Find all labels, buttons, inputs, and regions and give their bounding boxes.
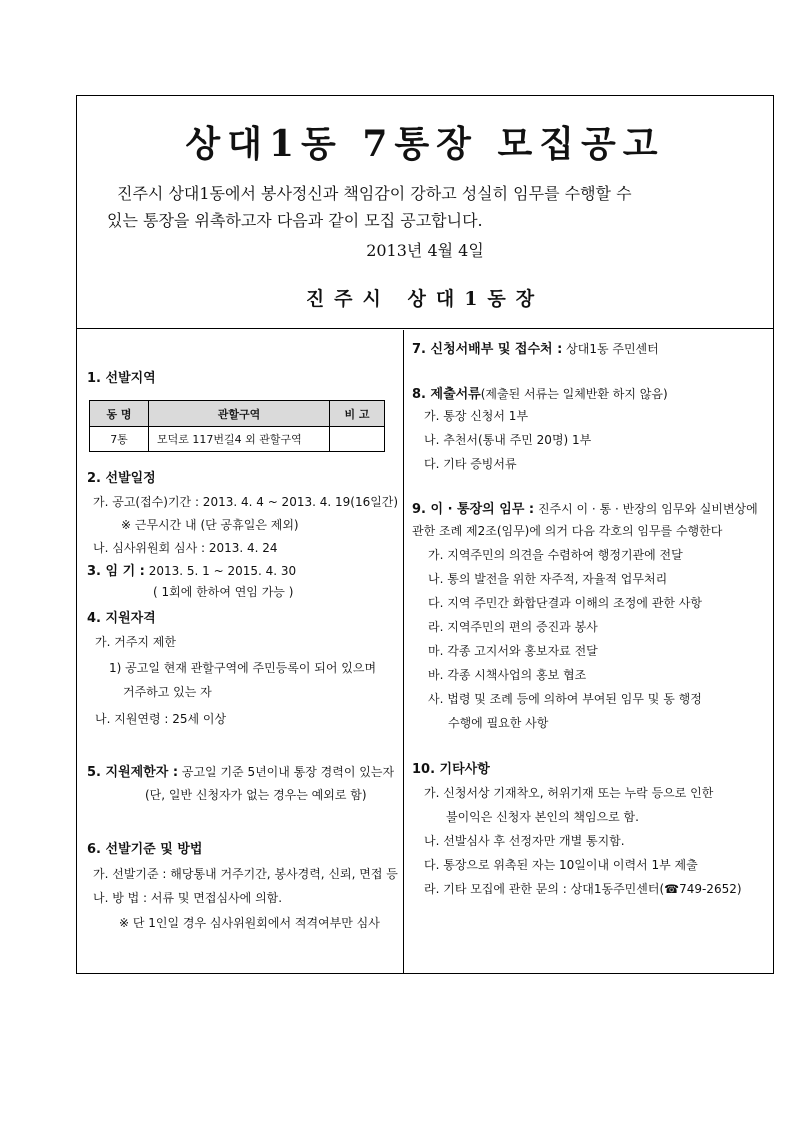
- section-10-item-a-cont: 불이익은 신청자 본인의 책임으로 함.: [446, 810, 639, 824]
- table-header: 동 명: [90, 401, 149, 427]
- section-3-value: 2013. 5. 1 ~ 2015. 4. 30: [148, 564, 297, 578]
- section-9-item: 바. 각종 시책사업의 홍보 협조: [428, 668, 587, 682]
- issuer: 진주시 상대1동장: [305, 288, 545, 310]
- section-5-note: (단, 일반 신청자가 없는 경우는 예외로 함): [145, 788, 367, 802]
- section-6-item-a: 가. 선발기준 : 해당통내 거주기간, 봉사경력, 신뢰, 면접 등: [93, 867, 398, 881]
- section-9-item: 라. 지역주민의 편의 증진과 봉사: [428, 620, 598, 634]
- section-7-value: 상대1동 주민센터: [566, 342, 659, 356]
- section-2-note: ※ 근무시간 내 (단 공휴일은 제외): [121, 518, 299, 532]
- table-row: [90, 427, 385, 452]
- section-2-item-b: 나. 심사위원회 심사 : 2013. 4. 24: [93, 541, 278, 555]
- intro-paragraph: [107, 180, 753, 234]
- section-5-value: 공고일 기준 5년이내 통장 경력이 있는자: [181, 765, 395, 779]
- table-header: 비 고: [330, 401, 385, 427]
- section-4-item-a1-cont: 거주하고 있는 자: [123, 685, 212, 699]
- section-3: [87, 560, 296, 579]
- section-9-item: 마. 각종 고지서와 홍보자료 전달: [428, 644, 598, 658]
- section-7: [412, 338, 659, 357]
- section-4-item-a1: 1) 공고일 현재 관할구역에 주민등록이 되어 있으며: [109, 661, 377, 675]
- section-6-title: 6. 선발기준 및 방법: [87, 842, 203, 857]
- section-9-title: 9. 이 · 통장의 임무 :: [412, 502, 535, 517]
- notice-frame: [76, 95, 774, 974]
- section-1-title: 1. 선발지역: [87, 371, 156, 386]
- section-8-title: 8. 제출서류: [412, 387, 481, 402]
- section-5-title: 5. 지원제한자 :: [87, 765, 179, 780]
- intro-line-1: 진주시 상대1동에서 봉사정신과 책임감이 강하고 성실히 임무를 수행할 수: [117, 184, 632, 203]
- table-cell: 모덕로 117번길4 외 관할구역: [149, 427, 330, 452]
- intro-line-2: 있는 통장을 위촉하고자 다음과 같이 모집 공고합니다.: [107, 211, 483, 230]
- left-column: [77, 330, 404, 973]
- section-10-item-a: 가. 신청서상 기재착오, 허위기재 또는 누락 등으로 인한: [424, 786, 714, 800]
- section-8: [412, 383, 668, 402]
- notice-title: 상대1동 7통장 모집공고: [185, 123, 665, 165]
- section-10-item-d: 라. 기타 모집에 관한 문의 : 상대1동주민센터(☎749-2652): [424, 882, 742, 896]
- table-cell: [330, 427, 385, 452]
- section-6-item-b: 나. 방 법 : 서류 및 면접심사에 의함.: [93, 891, 283, 905]
- section-9-item: 나. 통의 발전을 위한 자주적, 자율적 업무처리: [428, 572, 668, 586]
- section-9-line-2: 관한 조례 제2조(임무)에 의거 다음 각호의 임무를 수행한다: [412, 524, 723, 538]
- section-10-item-b: 나. 선발심사 후 선정자만 개별 통지함.: [424, 834, 625, 848]
- section-9: [412, 498, 758, 517]
- right-column: [404, 330, 773, 973]
- section-10-title: 10. 기타사항: [412, 762, 490, 777]
- section-8-note: (제출된 서류는 일체반환 하지 않음): [480, 387, 668, 401]
- table-header-row: [90, 401, 385, 427]
- section-9-item: 사. 법령 및 조례 등에 의하여 부여된 임무 및 동 행정: [428, 692, 702, 706]
- table-cell: 7통: [90, 427, 149, 452]
- section-5: [87, 761, 394, 780]
- section-9-item: 가. 지역주민의 의견을 수렴하여 행정기관에 전달: [428, 548, 683, 562]
- section-3-note: ( 1회에 한하여 연임 가능 ): [153, 585, 294, 599]
- section-4-item-b: 나. 지원연령 : 25세 이상: [95, 712, 227, 726]
- section-10-item-c: 다. 통장으로 위촉된 자는 10일이내 이력서 1부 제출: [424, 858, 698, 872]
- table-header: 관할구역: [149, 401, 330, 427]
- section-8-item: 나. 추천서(통내 주민 20명) 1부: [424, 433, 592, 447]
- section-9-item: 다. 지역 주민간 화합단결과 이해의 조정에 관한 사항: [428, 596, 702, 610]
- section-4-item-a: 가. 거주지 제한: [95, 635, 176, 649]
- district-table: [89, 400, 385, 452]
- section-3-title: 3. 임 기 :: [87, 564, 145, 579]
- notice-header: [77, 96, 773, 329]
- section-8-item: 가. 통장 신청서 1부: [424, 409, 529, 423]
- section-2-item-a: 가. 공고(접수)기간 : 2013. 4. 4 ~ 2013. 4. 19(16일간): [93, 495, 399, 509]
- section-6-note: ※ 단 1인일 경우 심사위원회에서 적격여부만 심사: [119, 916, 380, 930]
- section-9-value: 진주시 이 · 통 · 반장의 임무와 실비변상에: [537, 502, 758, 516]
- notice-date: 2013년 4월 4일: [366, 241, 484, 260]
- section-9-item-cont: 수행에 필요한 사항: [448, 716, 549, 730]
- section-4-title: 4. 지원자격: [87, 611, 156, 626]
- section-7-title: 7. 신청서배부 및 접수처 :: [412, 342, 563, 357]
- section-8-item: 다. 기타 증빙서류: [424, 457, 517, 471]
- section-2-title: 2. 선발일정: [87, 471, 156, 486]
